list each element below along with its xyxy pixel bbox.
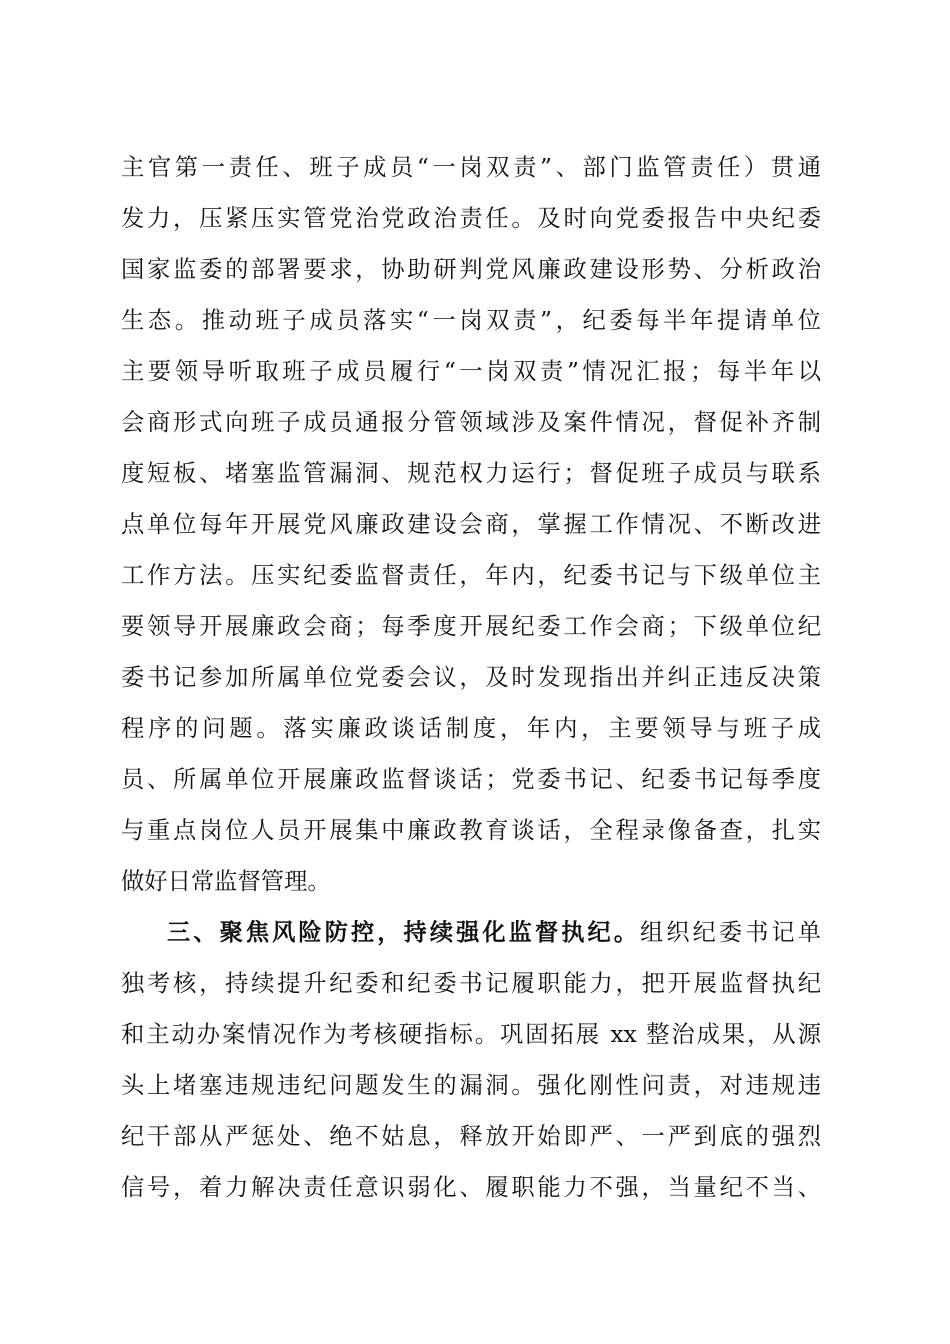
text-line: 纪干部从严惩处、绝不姑息，释放开始即严、一严到底的强烈 [121, 1123, 821, 1150]
text-line: 要领导开展廉政会商；每季度开展纪委工作会商；下级单位纪 [121, 613, 821, 640]
text-line: 员、所属单位开展廉政监督谈话；党委书记、纪委书记每季度 [121, 766, 821, 793]
section-heading: 三、聚焦风险防控，持续强化监督执纪。 [167, 919, 641, 946]
text-line: 委书记参加所属单位党委会议，及时发现指出并纠正违反决策 [121, 664, 821, 691]
text-line: 做好日常监督管理。 [121, 868, 331, 895]
document-body [121, 142, 821, 1213]
text-line: 信号，着力解决责任意识弱化、履职能力不强，当量纪不当、 [121, 1174, 821, 1201]
text-line: 独考核，持续提升纪委和纪委书记履职能力，把开展监督执纪 [121, 970, 821, 997]
text-line: 工作方法。压实纪委监督责任，年内，纪委书记与下级单位主 [121, 562, 821, 589]
paragraph-2 [121, 907, 821, 1213]
text-line: 与重点岗位人员开展集中廉政教育谈话，全程录像备查，扎实 [121, 817, 821, 844]
text-line: 生态。推动班子成员落实“一岗双责”，纪委每半年提请单位 [121, 307, 821, 334]
text-line: 主要领导听取班子成员履行“一岗双责”情况汇报；每半年以 [121, 358, 821, 385]
heading-line-rest: 组织纪委书记单 [640, 919, 821, 946]
text-line: 发力，压紧压实管党治党政治责任。及时向党委报告中央纪委 [121, 205, 821, 232]
paragraph-1 [121, 142, 821, 907]
heading-line [121, 907, 821, 958]
text-line: 主官第一责任、班子成员“一岗双责”、部门监管责任）贯通 [121, 154, 821, 181]
text-line: 头上堵塞违规违纪问题发生的漏洞。强化刚性问责，对违规违 [121, 1072, 821, 1099]
text-line: 会商形式向班子成员通报分管领域涉及案件情况，督促补齐制 [121, 409, 821, 436]
text-line: 度短板、堵塞监管漏洞、规范权力运行；督促班子成员与联系 [121, 460, 821, 487]
text-line: 程序的问题。落实廉政谈话制度，年内，主要领导与班子成 [121, 715, 821, 742]
text-line: 和主动办案情况作为考核硬指标。巩固拓展 xx 整治成果，从源 [121, 1021, 821, 1048]
text-line: 国家监委的部署要求，协助研判党风廉政建设形势、分析政治 [121, 256, 821, 283]
text-line: 点单位每年开展党风廉政建设会商，掌握工作情况、不断改进 [121, 511, 821, 538]
